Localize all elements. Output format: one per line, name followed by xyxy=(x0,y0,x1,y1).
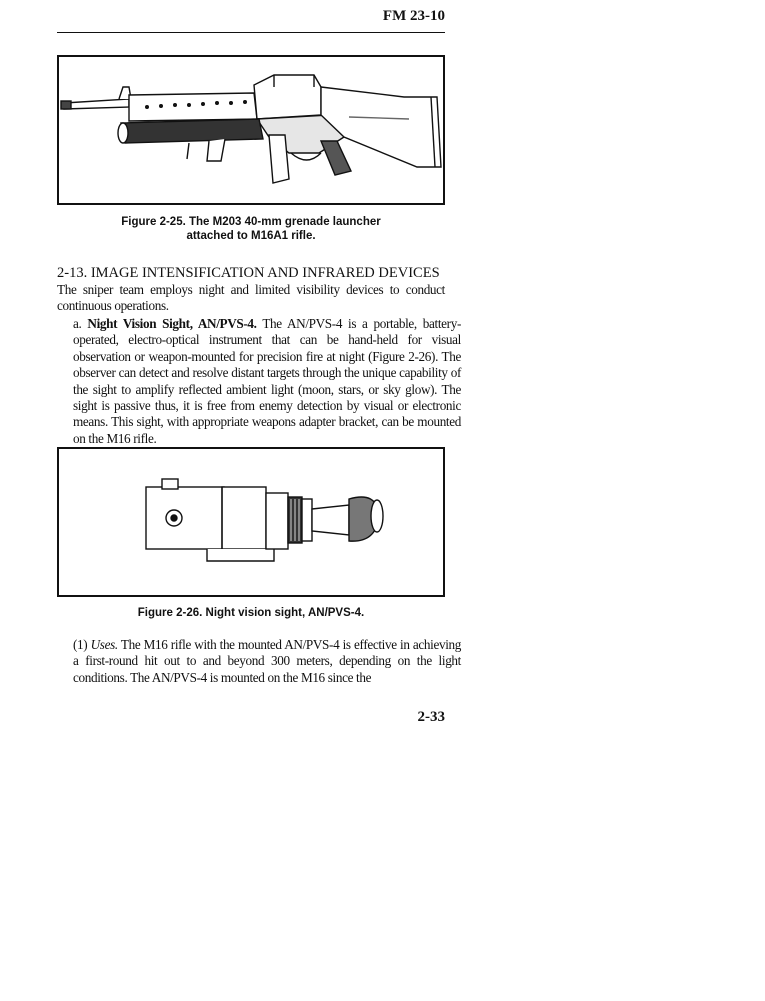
page-number: 2-33 xyxy=(417,709,445,725)
figure-m203-rifle xyxy=(57,55,445,205)
figure-2-26-caption: Figure 2-26. Night vision sight, AN/PVS-4. xyxy=(137,607,365,619)
paragraph-uses xyxy=(57,637,461,686)
document-id: FM 23-10 xyxy=(382,8,445,24)
paragraph-body: The AN/PVS-4 is a portable, battery-operated, electro-optical instrument that can be hand-held for visual observation or weapon-mounted for precision fire at night (Figure 2-26). The observer can detect and resolve distant targets through the unique capability of the sight to amplify reflected ambient light (moon, stars, or sky glow). The sight is passive thus, it is free from enemy detection by visual or electronic means. This sight, with appropriate weapons adapter bracket, can be mounted on the M16 rifle. xyxy=(73,316,462,446)
paragraph-title: Uses. xyxy=(90,637,118,652)
paragraph-body: The M16 rifle with the mounted AN/PVS-4 is effective in achieving a first-round hit out to and beyond 300 meters, depending on the light conditions. The AN/PVS-4 is mounted on the M16 since the xyxy=(73,637,461,685)
caption-line: attached to M16A1 rifle. xyxy=(186,230,316,242)
intro-paragraph: The sniper team employs night and limited visibility devices to conduct continuous operations. xyxy=(57,282,445,314)
paragraph-label: (1) xyxy=(73,637,91,652)
page-header xyxy=(57,8,445,32)
sight-illustration xyxy=(59,449,443,595)
paragraph-night-vision-sight xyxy=(57,316,461,447)
paragraph-label: a. xyxy=(73,316,88,331)
rifle-illustration xyxy=(59,57,443,203)
figure-night-vision-sight xyxy=(57,447,445,597)
paragraph-title: Night Vision Sight, AN/PVS-4. xyxy=(87,316,257,331)
caption-line: Figure 2-25. The M203 40-mm grenade launcher xyxy=(121,216,381,228)
header-rule xyxy=(57,32,445,33)
figure-2-25-caption xyxy=(57,215,445,243)
section-heading: 2-13. IMAGE INTENSIFICATION AND INFRARED DEVICES xyxy=(57,265,440,281)
